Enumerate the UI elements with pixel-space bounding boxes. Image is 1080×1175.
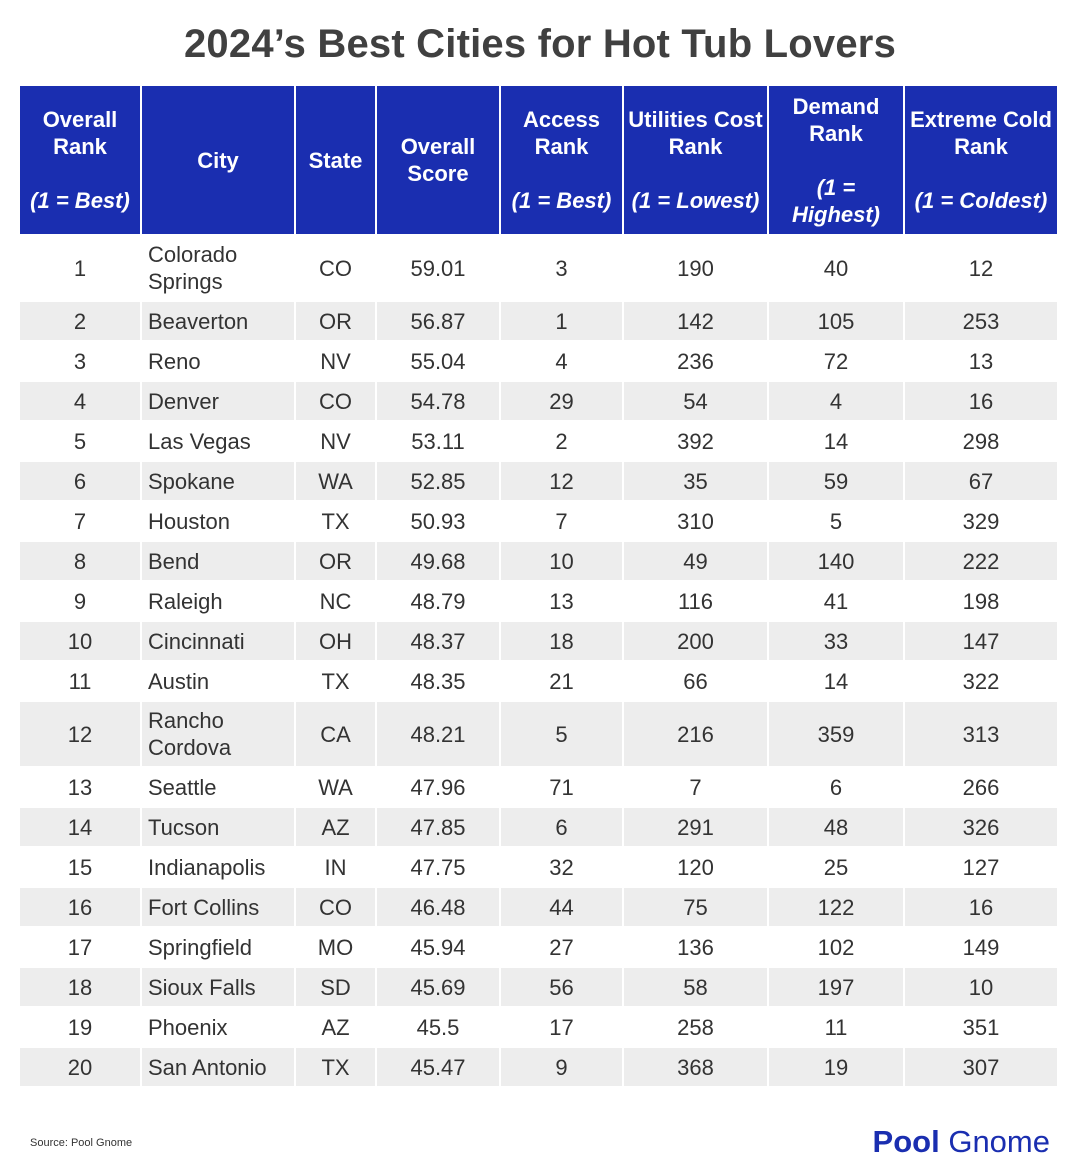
cell-demand: 102 <box>768 927 904 967</box>
header-rank-label: Overall Rank <box>42 107 118 159</box>
cell-score: 48.21 <box>376 701 500 767</box>
header-utilities-note: (1 = Lowest) <box>631 188 760 213</box>
table-row <box>20 581 1057 621</box>
cell-access: 56 <box>500 967 623 1007</box>
cell-utilities: 190 <box>623 235 768 301</box>
cell-state: TX <box>295 661 376 701</box>
cell-score: 48.37 <box>376 621 500 661</box>
cell-score: 54.78 <box>376 381 500 421</box>
cell-cold: 307 <box>904 1047 1057 1087</box>
header-score-label: Overall Score <box>400 134 476 186</box>
cell-access: 71 <box>500 767 623 807</box>
table-row <box>20 541 1057 581</box>
cell-rank: 7 <box>20 501 141 541</box>
cell-score: 48.35 <box>376 661 500 701</box>
cell-rank: 16 <box>20 887 141 927</box>
cell-rank: 11 <box>20 661 141 701</box>
cell-score: 50.93 <box>376 501 500 541</box>
header-city <box>141 86 295 235</box>
cell-rank: 12 <box>20 701 141 767</box>
cell-utilities: 200 <box>623 621 768 661</box>
cell-cold: 329 <box>904 501 1057 541</box>
table-row <box>20 701 1057 767</box>
table-row <box>20 301 1057 341</box>
cell-score: 59.01 <box>376 235 500 301</box>
header-gap <box>505 160 618 187</box>
cell-city: Denver <box>141 381 295 421</box>
cell-rank: 1 <box>20 235 141 301</box>
cell-access: 29 <box>500 381 623 421</box>
cell-utilities: 258 <box>623 1007 768 1047</box>
cell-utilities: 120 <box>623 847 768 887</box>
cell-score: 45.47 <box>376 1047 500 1087</box>
cell-city: Rancho Cordova <box>141 701 295 767</box>
cell-state: OH <box>295 621 376 661</box>
cell-city: Houston <box>141 501 295 541</box>
cell-state: OR <box>295 301 376 341</box>
cell-state: SD <box>295 967 376 1007</box>
cell-access: 18 <box>500 621 623 661</box>
cell-state: MO <box>295 927 376 967</box>
cell-state: CO <box>295 235 376 301</box>
cell-city: Beaverton <box>141 301 295 341</box>
cell-cold: 67 <box>904 461 1057 501</box>
cell-cold: 198 <box>904 581 1057 621</box>
cell-city: Phoenix <box>141 1007 295 1047</box>
cell-cold: 322 <box>904 661 1057 701</box>
cell-rank: 5 <box>20 421 141 461</box>
cell-demand: 33 <box>768 621 904 661</box>
cell-rank: 18 <box>20 967 141 1007</box>
cell-city: Raleigh <box>141 581 295 621</box>
cell-score: 45.69 <box>376 967 500 1007</box>
cell-demand: 5 <box>768 501 904 541</box>
header-city-label: City <box>197 147 239 173</box>
cell-rank: 2 <box>20 301 141 341</box>
cell-demand: 41 <box>768 581 904 621</box>
cell-score: 45.5 <box>376 1007 500 1047</box>
cell-cold: 13 <box>904 341 1057 381</box>
source-note: Source: Pool Gnome <box>30 1137 133 1149</box>
cell-rank: 9 <box>20 581 141 621</box>
cell-cold: 253 <box>904 301 1057 341</box>
table-row <box>20 421 1057 461</box>
cell-rank: 15 <box>20 847 141 887</box>
cell-city: Cincinnati <box>141 621 295 661</box>
cell-utilities: 116 <box>623 581 768 621</box>
cell-score: 45.94 <box>376 927 500 967</box>
cell-demand: 122 <box>768 887 904 927</box>
header-utilities <box>623 86 768 235</box>
cell-cold: 222 <box>904 541 1057 581</box>
cell-score: 49.68 <box>376 541 500 581</box>
table-row <box>20 461 1057 501</box>
cell-cold: 12 <box>904 235 1057 301</box>
header-rank <box>20 86 141 235</box>
cell-utilities: 136 <box>623 927 768 967</box>
cell-utilities: 368 <box>623 1047 768 1087</box>
cell-access: 44 <box>500 887 623 927</box>
header-utilities-label: Utilities Cost Rank <box>628 107 763 159</box>
cell-state: AZ <box>295 807 376 847</box>
cell-access: 4 <box>500 341 623 381</box>
header-gap <box>628 160 763 187</box>
cell-score: 55.04 <box>376 341 500 381</box>
cell-cold: 326 <box>904 807 1057 847</box>
cell-demand: 197 <box>768 967 904 1007</box>
cell-access: 2 <box>500 421 623 461</box>
header-score <box>376 86 500 235</box>
cell-demand: 59 <box>768 461 904 501</box>
cell-utilities: 66 <box>623 661 768 701</box>
cell-state: TX <box>295 1047 376 1087</box>
cell-demand: 4 <box>768 381 904 421</box>
cell-state: CO <box>295 381 376 421</box>
header-demand-note: (1 = Highest) <box>792 174 880 227</box>
cell-access: 9 <box>500 1047 623 1087</box>
table-row <box>20 807 1057 847</box>
cell-cold: 127 <box>904 847 1057 887</box>
cell-utilities: 35 <box>623 461 768 501</box>
logo-word-gnome: Gnome <box>948 1124 1050 1159</box>
cell-score: 47.75 <box>376 847 500 887</box>
cell-utilities: 58 <box>623 967 768 1007</box>
cell-state: NV <box>295 341 376 381</box>
table-row <box>20 767 1057 807</box>
cell-demand: 40 <box>768 235 904 301</box>
cell-utilities: 142 <box>623 301 768 341</box>
cell-state: NV <box>295 421 376 461</box>
table-row <box>20 381 1057 421</box>
cell-access: 17 <box>500 1007 623 1047</box>
cell-city: Las Vegas <box>141 421 295 461</box>
cell-cold: 16 <box>904 381 1057 421</box>
cell-state: CO <box>295 887 376 927</box>
cell-demand: 72 <box>768 341 904 381</box>
header-gap <box>909 160 1053 187</box>
cell-access: 5 <box>500 701 623 767</box>
table-body <box>20 235 1057 1087</box>
table-row <box>20 1047 1057 1087</box>
cell-utilities: 236 <box>623 341 768 381</box>
cell-demand: 11 <box>768 1007 904 1047</box>
header-cold <box>904 86 1057 235</box>
cell-state: IN <box>295 847 376 887</box>
cell-access: 3 <box>500 235 623 301</box>
cell-score: 46.48 <box>376 887 500 927</box>
cell-utilities: 310 <box>623 501 768 541</box>
cell-utilities: 291 <box>623 807 768 847</box>
header-access <box>500 86 623 235</box>
cell-state: OR <box>295 541 376 581</box>
table-row <box>20 341 1057 381</box>
cell-demand: 14 <box>768 421 904 461</box>
cell-access: 13 <box>500 581 623 621</box>
header-state <box>295 86 376 235</box>
cell-access: 21 <box>500 661 623 701</box>
pool-gnome-logo <box>873 1124 1050 1160</box>
table-row <box>20 235 1057 301</box>
cell-rank: 17 <box>20 927 141 967</box>
header-gap <box>773 147 899 174</box>
cell-score: 47.85 <box>376 807 500 847</box>
header-demand <box>768 86 904 235</box>
cell-demand: 140 <box>768 541 904 581</box>
cell-city: Tucson <box>141 807 295 847</box>
cell-score: 56.87 <box>376 301 500 341</box>
cell-utilities: 49 <box>623 541 768 581</box>
cell-utilities: 7 <box>623 767 768 807</box>
table-row <box>20 621 1057 661</box>
cell-access: 27 <box>500 927 623 967</box>
table-row <box>20 887 1057 927</box>
cell-city: Bend <box>141 541 295 581</box>
cell-city: Indianapolis <box>141 847 295 887</box>
table-row <box>20 1007 1057 1047</box>
cell-utilities: 75 <box>623 887 768 927</box>
cell-city: Reno <box>141 341 295 381</box>
cell-access: 32 <box>500 847 623 887</box>
chart-title: 2024’s Best Cities for Hot Tub Lovers <box>183 22 897 66</box>
header-access-label: Access Rank <box>522 107 601 159</box>
cell-rank: 3 <box>20 341 141 381</box>
cell-state: CA <box>295 701 376 767</box>
cell-cold: 313 <box>904 701 1057 767</box>
cell-utilities: 216 <box>623 701 768 767</box>
cell-demand: 14 <box>768 661 904 701</box>
table-row <box>20 847 1057 887</box>
cell-cold: 149 <box>904 927 1057 967</box>
cell-state: AZ <box>295 1007 376 1047</box>
cell-demand: 48 <box>768 807 904 847</box>
cell-access: 6 <box>500 807 623 847</box>
cell-city: Seattle <box>141 767 295 807</box>
cell-demand: 359 <box>768 701 904 767</box>
cell-city: Springfield <box>141 927 295 967</box>
cell-city: San Antonio <box>141 1047 295 1087</box>
cell-rank: 20 <box>20 1047 141 1087</box>
header-rank-note: (1 = Best) <box>30 188 130 213</box>
cell-access: 1 <box>500 301 623 341</box>
cell-cold: 16 <box>904 887 1057 927</box>
logo-word-pool: Pool <box>872 1124 940 1159</box>
header-cold-note: (1 = Coldest) <box>914 188 1048 213</box>
header-state-label: State <box>308 147 363 173</box>
cell-demand: 25 <box>768 847 904 887</box>
cell-cold: 351 <box>904 1007 1057 1047</box>
cell-rank: 14 <box>20 807 141 847</box>
cell-utilities: 54 <box>623 381 768 421</box>
header-demand-label: Demand Rank <box>792 93 880 146</box>
cell-score: 47.96 <box>376 767 500 807</box>
cell-city: Fort Collins <box>141 887 295 927</box>
cell-cold: 298 <box>904 421 1057 461</box>
table-row <box>20 661 1057 701</box>
cell-rank: 13 <box>20 767 141 807</box>
cell-cold: 10 <box>904 967 1057 1007</box>
cell-utilities: 392 <box>623 421 768 461</box>
cell-city: Sioux Falls <box>141 967 295 1007</box>
table-row <box>20 967 1057 1007</box>
cell-access: 10 <box>500 541 623 581</box>
cell-state: TX <box>295 501 376 541</box>
cell-demand: 19 <box>768 1047 904 1087</box>
rankings-table <box>20 86 1057 1088</box>
cell-city: Spokane <box>141 461 295 501</box>
table-header-row <box>20 86 1057 235</box>
cell-access: 7 <box>500 501 623 541</box>
cell-state: WA <box>295 461 376 501</box>
cell-cold: 266 <box>904 767 1057 807</box>
cell-access: 12 <box>500 461 623 501</box>
cell-rank: 6 <box>20 461 141 501</box>
cell-score: 53.11 <box>376 421 500 461</box>
cell-score: 52.85 <box>376 461 500 501</box>
cell-demand: 6 <box>768 767 904 807</box>
table-row <box>20 927 1057 967</box>
cell-demand: 105 <box>768 301 904 341</box>
cell-rank: 10 <box>20 621 141 661</box>
header-gap <box>24 160 136 187</box>
header-access-note: (1 = Best) <box>511 188 612 213</box>
cell-state: NC <box>295 581 376 621</box>
cell-rank: 19 <box>20 1007 141 1047</box>
table-row <box>20 501 1057 541</box>
cell-city: Austin <box>141 661 295 701</box>
cell-city: Colorado Springs <box>141 235 295 301</box>
cell-rank: 8 <box>20 541 141 581</box>
cell-score: 48.79 <box>376 581 500 621</box>
cell-state: WA <box>295 767 376 807</box>
cell-rank: 4 <box>20 381 141 421</box>
cell-cold: 147 <box>904 621 1057 661</box>
header-cold-label: Extreme Cold Rank <box>910 107 1052 159</box>
